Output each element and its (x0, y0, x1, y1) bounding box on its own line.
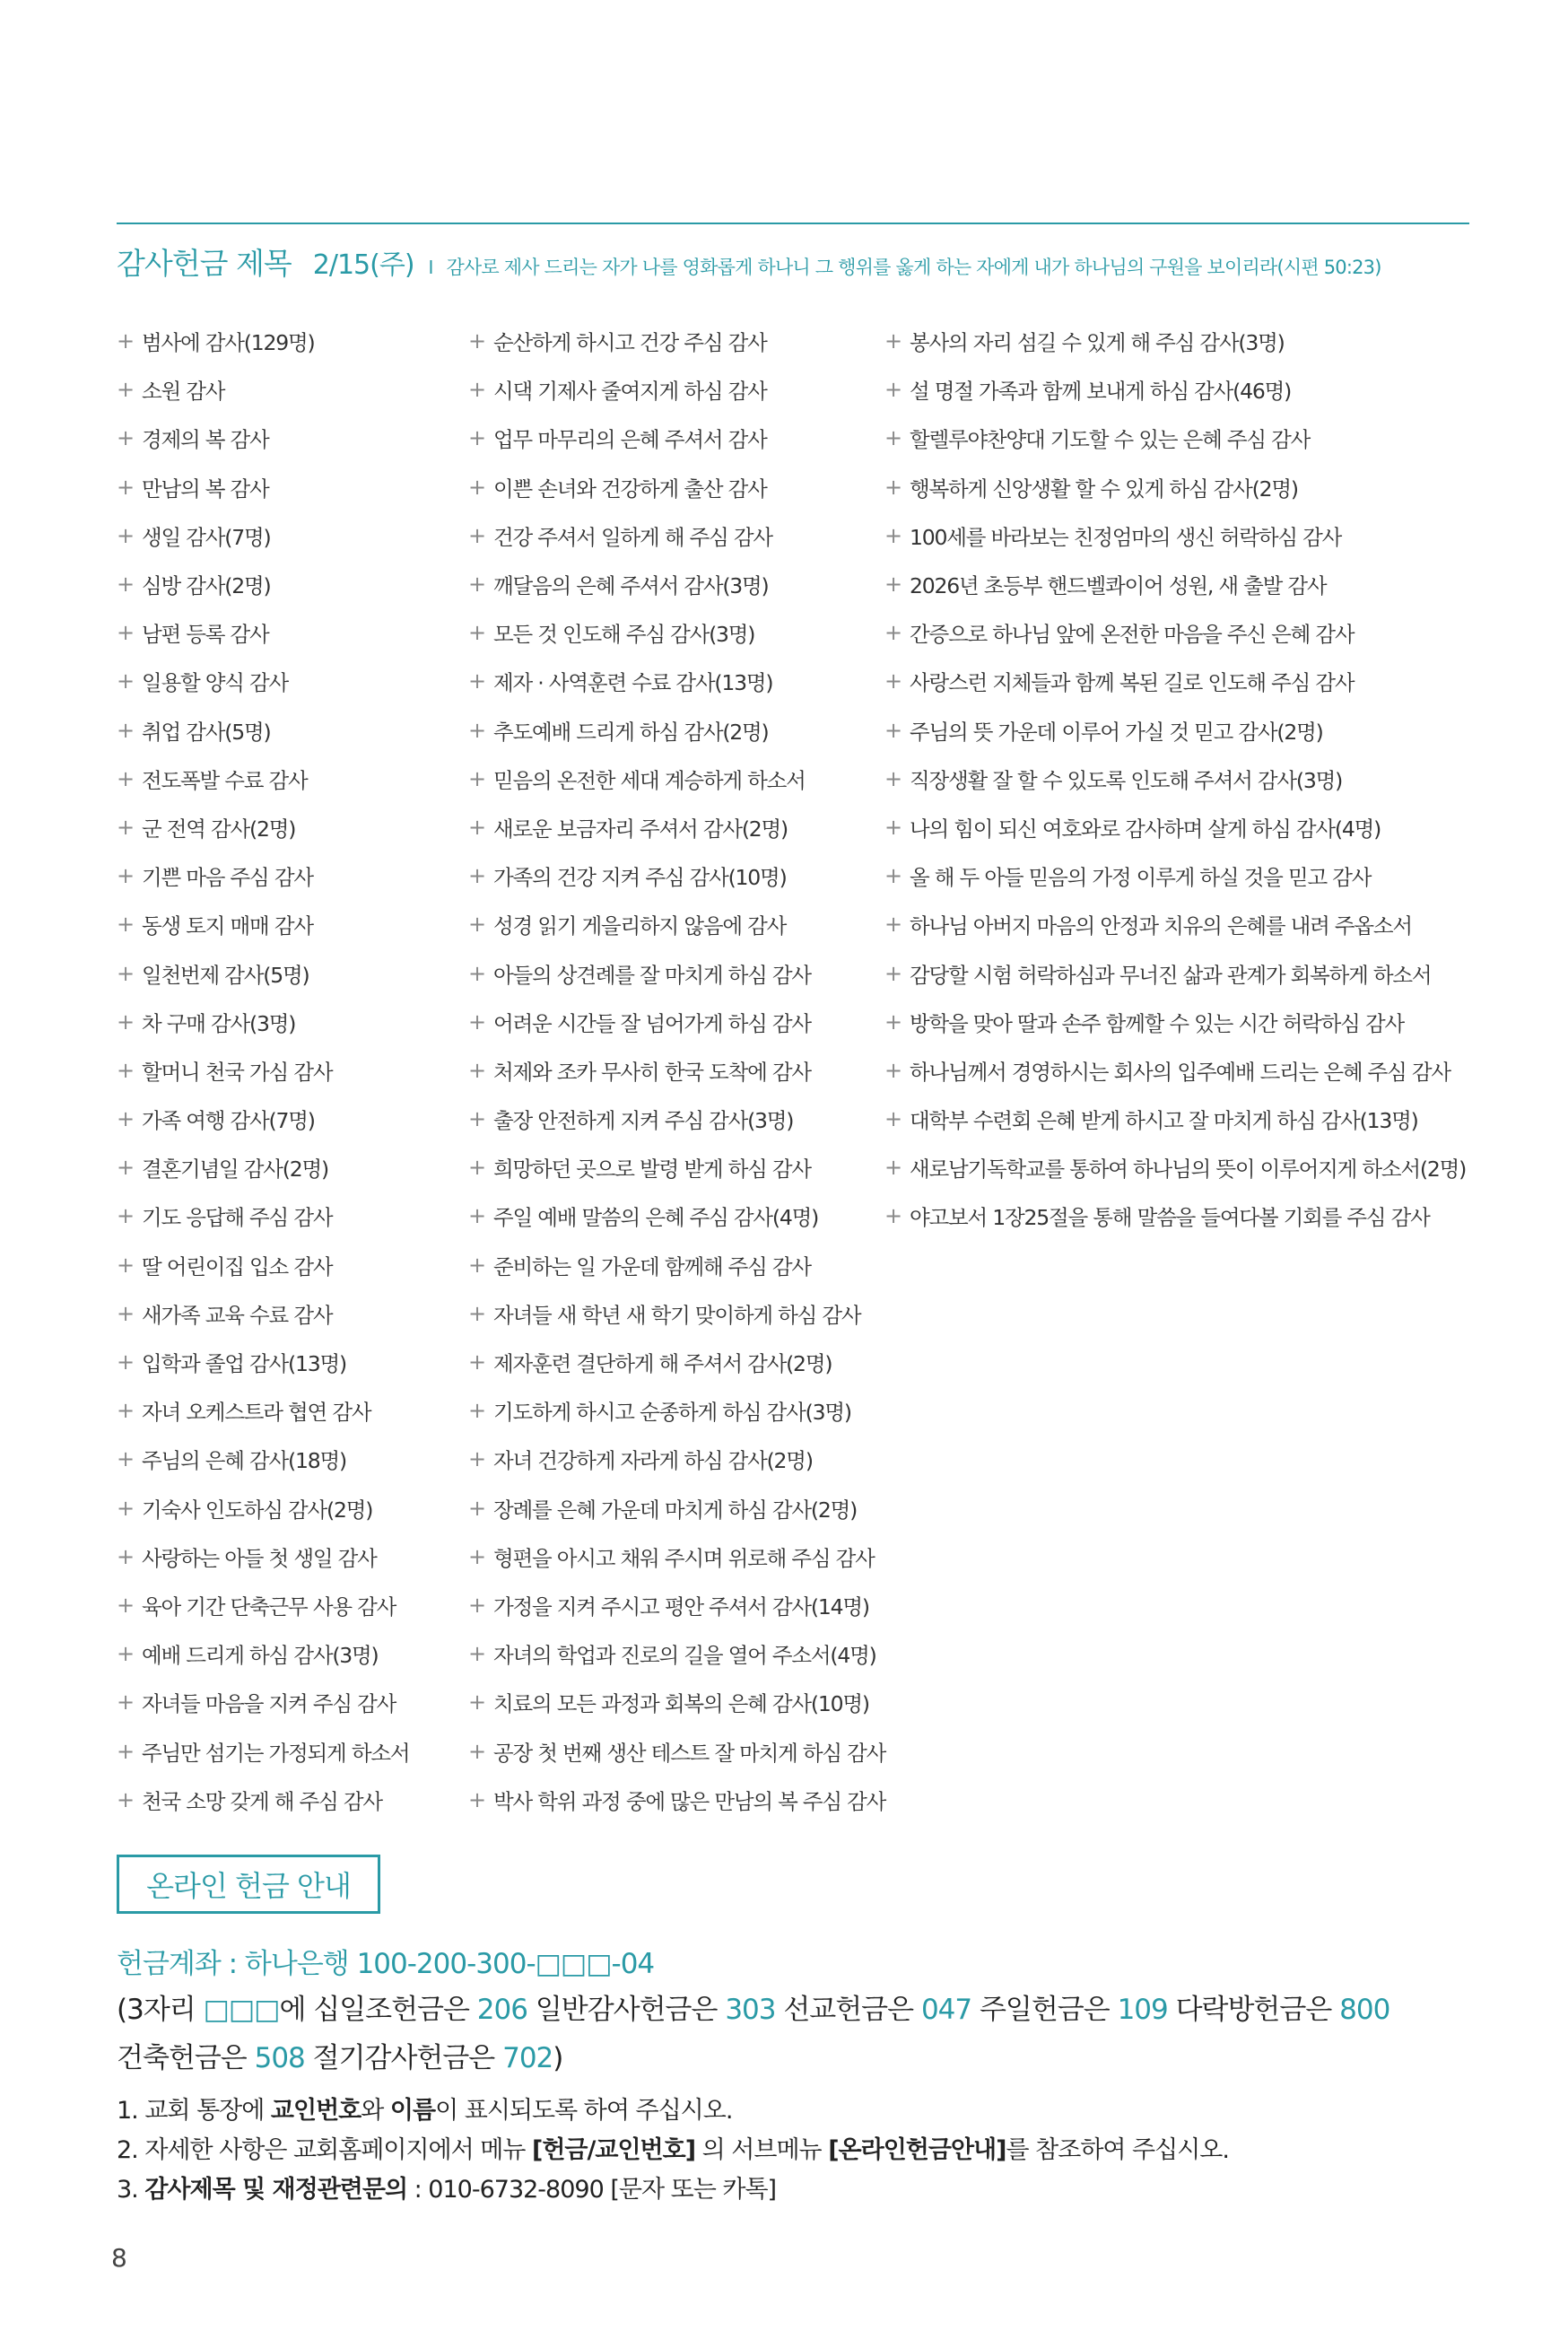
thanks-item (468, 1678, 885, 1726)
thanks-column-1 (117, 317, 409, 1824)
thanks-item (117, 1629, 409, 1678)
thanks-item (117, 657, 409, 705)
thanks-item-text: 새가족 교육 수료 감사 (142, 1302, 333, 1328)
thanks-item-text: 대학부 수련회 은혜 받게 하시고 잘 마치게 하심 감사(13명) (910, 1108, 1418, 1134)
thanks-item-text: 생일 감사(7명) (142, 524, 271, 550)
plus-icon: + (468, 572, 485, 598)
plus-icon: + (468, 1786, 485, 1812)
thanks-item-text: 차 구매 감사(3명) (142, 1010, 296, 1036)
thanks-item (117, 414, 409, 462)
thanks-item (468, 317, 885, 365)
thanks-item (117, 1338, 409, 1386)
plus-icon: + (117, 668, 134, 694)
plus-icon: + (468, 1738, 485, 1764)
thanks-item-text: 준비하는 일 가운데 함께해 주심 감사 (493, 1253, 811, 1279)
thanks-item-text: 방학을 맞아 딸과 손주 함께할 수 있는 시간 허락하심 감사 (910, 1010, 1404, 1036)
thanks-item-text: 어려운 시간들 잘 넘어가게 하심 감사 (493, 1010, 811, 1036)
thanks-item (884, 900, 1466, 948)
thanks-item (117, 1532, 409, 1581)
thanks-item (117, 1678, 409, 1726)
thanks-item-text: 예배 드리게 하심 감사(3명) (142, 1643, 379, 1669)
offering-code-line-2 (117, 2035, 1480, 2075)
plus-icon: + (884, 620, 902, 646)
text-segment: 다락방헌금은 (1167, 1994, 1340, 2026)
thanks-item (884, 755, 1466, 803)
plus-icon: + (117, 328, 134, 354)
thanks-item-text: 모든 것 인도해 주심 감사(3명) (493, 622, 755, 648)
thanks-item-text: 아들의 상견례를 잘 마치게 하심 감사 (493, 962, 811, 988)
plus-icon: + (884, 522, 902, 548)
plus-icon: + (884, 1155, 902, 1181)
account-info: 헌금계좌 : 하나은행 100-200-300-□□□-04 (117, 1948, 655, 1980)
thanks-item (468, 706, 885, 755)
plus-icon: + (468, 1592, 485, 1618)
darakbang-code: 800 (1339, 1994, 1390, 2026)
thanks-item-text: 주님의 뜻 가운데 이루어 가실 것 믿고 감사(2명) (910, 719, 1323, 745)
plus-icon: + (117, 1592, 134, 1618)
thanks-item-text: 동생 토지 매매 감사 (142, 913, 313, 939)
thanks-item (117, 1289, 409, 1338)
sunday-code: 109 (1117, 1994, 1168, 2026)
section-header (117, 240, 1516, 283)
thanks-item-text: 자녀들 마음을 지켜 주심 감사 (142, 1691, 396, 1717)
text-segment: 1. 교회 통장에 (117, 2097, 271, 2125)
thanks-item-text: 나의 힘이 되신 여호와로 감사하며 살게 하심 감사(4명) (910, 816, 1381, 842)
placeholder-boxes: □□□ (203, 1994, 280, 2026)
section-title: 감사헌금 제목 (117, 246, 292, 281)
thanks-item (468, 560, 885, 608)
bible-verse: 감사로 제사 드리는 자가 나를 영화롭게 하나니 그 행위를 옳게 하는 자에게 내가 하나님의 구원을 보이리라(시편 50:23) (446, 257, 1381, 278)
thanks-item-text: 기도하게 하시고 순종하게 하심 감사(3명) (493, 1400, 851, 1426)
thanks-item (468, 1581, 885, 1629)
plus-icon: + (884, 1057, 902, 1083)
thanks-item-text: 깨달음의 은혜 주셔서 감사(3명) (493, 573, 769, 599)
thanks-item-text: 일용할 양식 감사 (142, 670, 289, 696)
plus-icon: + (468, 1057, 485, 1083)
thanks-item (468, 1629, 885, 1678)
thanks-item (884, 706, 1466, 755)
text-segment: : 010-6732-8090 [문자 또는 카톡] (407, 2176, 777, 2204)
thanks-item (884, 608, 1466, 657)
thanks-item (468, 1386, 885, 1435)
thanks-item (468, 1726, 885, 1775)
thanks-item (117, 463, 409, 511)
thanks-item (117, 803, 409, 851)
plus-icon: + (468, 912, 485, 938)
thanks-item (117, 1776, 409, 1824)
thanks-item (117, 1192, 409, 1240)
plus-icon: + (117, 377, 134, 403)
thanks-item-text: 장례를 은혜 가운데 마치게 하심 감사(2명) (493, 1497, 858, 1523)
thanks-item-text: 자녀 건강하게 자라게 하심 감사(2명) (493, 1448, 813, 1474)
plus-icon: + (117, 1203, 134, 1229)
offering-code-line-1 (117, 1986, 1480, 2027)
text-segment: 의 서브메뉴 (695, 2136, 829, 2164)
plus-icon: + (117, 1738, 134, 1764)
thanks-item-text: 이쁜 손녀와 건강하게 출산 감사 (493, 476, 767, 502)
plus-icon: + (468, 1446, 485, 1472)
thanks-item-text: 전도폭발 수료 감사 (142, 767, 308, 793)
thanks-column-2 (468, 317, 885, 1824)
plus-icon: + (884, 377, 902, 403)
thanks-item (884, 1192, 1466, 1240)
thanks-item-text: 봉사의 자리 섬길 수 있게 해 주심 감사(3명) (910, 330, 1285, 356)
thanks-item (468, 1484, 885, 1532)
thanks-item-text: 제자훈련 결단하게 해 주셔서 감사(2명) (493, 1351, 832, 1377)
emphasis-text: 교인번호 (270, 2097, 362, 2125)
plus-icon: + (117, 1252, 134, 1278)
thanks-item (468, 1776, 885, 1824)
thanks-item (117, 511, 409, 560)
thanks-item (468, 755, 885, 803)
seasonal-code: 702 (502, 2042, 553, 2074)
plus-icon: + (468, 668, 485, 694)
thanks-item (117, 365, 409, 414)
text-segment: 2. 자세한 사항은 교회홈페이지에서 메뉴 (117, 2136, 532, 2164)
thanks-item-text: 성경 읽기 게을리하지 않음에 감사 (493, 913, 787, 939)
plus-icon: + (468, 1398, 485, 1424)
thanks-item-text: 주일 예배 말씀의 은혜 주심 감사(4명) (493, 1205, 819, 1231)
thanks-item-text: 자녀 오케스트라 협연 감사 (142, 1400, 371, 1426)
thanks-item (117, 998, 409, 1046)
plus-icon: + (117, 1689, 134, 1716)
plus-icon: + (117, 1008, 134, 1035)
thanks-item (468, 998, 885, 1046)
thanks-item-text: 딸 어린이집 입소 감사 (142, 1253, 333, 1279)
plus-icon: + (117, 1641, 134, 1667)
plus-icon: + (468, 620, 485, 646)
thanks-item (468, 1046, 885, 1095)
thanks-item (884, 998, 1466, 1046)
thanks-item-text: 직장생활 잘 할 수 있도록 인도해 주셔서 감사(3명) (910, 767, 1343, 793)
thanks-item-text: 가족의 건강 지켜 주심 감사(10명) (493, 865, 787, 891)
thanks-item-text: 감당할 시험 허락하심과 무너진 삶과 관계가 회복하게 하소서 (910, 962, 1432, 988)
thanks-item-text: 형편을 아시고 채워 주시며 위로해 주심 감사 (493, 1545, 875, 1571)
thanks-item-text: 취업 감사(5명) (142, 719, 271, 745)
thanks-item (468, 365, 885, 414)
thanks-item-text: 출장 안전하게 지켜 주심 감사(3명) (493, 1108, 794, 1134)
emphasis-text: [온라인헌금안내] (828, 2136, 1006, 2164)
thanks-item-text: 경제의 복 감사 (142, 427, 269, 453)
plus-icon: + (884, 912, 902, 938)
plus-icon: + (468, 717, 485, 743)
thanks-item (117, 1435, 409, 1483)
online-offering-title: 온라인 헌금 안내 (146, 1869, 351, 1903)
plus-icon: + (884, 425, 902, 451)
thanks-item (117, 608, 409, 657)
online-offering-title-box (117, 1855, 380, 1914)
plus-icon: + (468, 814, 485, 840)
mission-code: 047 (920, 1994, 972, 2026)
thanks-item (468, 1241, 885, 1289)
text-segment: 를 참조하여 주십시오. (1006, 2136, 1229, 2164)
thanks-item (117, 1143, 409, 1192)
plus-icon: + (468, 425, 485, 451)
plus-icon: + (468, 474, 485, 500)
thanks-item-text: 심방 감사(2명) (142, 573, 271, 599)
plus-icon: + (468, 328, 485, 354)
text-segment: (3자리 (117, 1994, 204, 2026)
thanks-item (884, 1046, 1466, 1095)
plus-icon: + (468, 765, 485, 791)
thanks-item (468, 900, 885, 948)
thanks-item (468, 1435, 885, 1483)
thanks-item (468, 948, 885, 997)
thanks-item-text: 일천번제 감사(5명) (142, 962, 309, 988)
thanks-item-text: 2026년 초등부 핸드벨콰이어 성원, 새 출발 감사 (910, 573, 1327, 599)
note-item (117, 2130, 1229, 2169)
plus-icon: + (117, 1300, 134, 1326)
note-item (117, 2091, 1229, 2130)
thanks-item-text: 하나님께서 경영하시는 회사의 입주예배 드리는 은혜 주심 감사 (910, 1059, 1450, 1085)
thanks-item-text: 할렐루야찬양대 기도할 수 있는 은혜 주심 감사 (910, 427, 1311, 453)
top-divider (117, 223, 1469, 224)
emphasis-text: [헌금/교인번호] (532, 2136, 696, 2164)
thanks-item (468, 608, 885, 657)
thanks-item-text: 공장 첫 번째 생산 테스트 잘 마치게 하심 감사 (493, 1740, 886, 1766)
thanks-item (468, 851, 885, 900)
plus-icon: + (117, 1786, 134, 1812)
thanks-item (468, 414, 885, 462)
thanks-item-text: 건강 주셔서 일하게 해 주심 감사 (493, 524, 772, 550)
thanks-item-text: 박사 학위 과정 중에 많은 만남의 복 주심 감사 (493, 1788, 886, 1814)
thanks-item-text: 사랑스런 지체들과 함께 복된 길로 인도해 주심 감사 (910, 670, 1355, 696)
plus-icon: + (468, 1495, 485, 1521)
thanks-item-text: 만남의 복 감사 (142, 476, 269, 502)
thanks-item (468, 1532, 885, 1581)
plus-icon: + (468, 1300, 485, 1326)
plus-icon: + (468, 522, 485, 548)
plus-icon: + (468, 1252, 485, 1278)
thanks-item-text: 기도 응답해 주심 감사 (142, 1205, 333, 1231)
thanks-item-text: 100세를 바라보는 친정엄마의 생신 허락하심 감사 (910, 524, 1342, 550)
note-item (117, 2169, 1229, 2209)
text-segment: 에 십일조헌금은 (279, 1994, 477, 2026)
plus-icon: + (468, 1203, 485, 1229)
thanks-item-text: 사랑하는 아들 첫 생일 감사 (142, 1545, 377, 1571)
plus-icon: + (117, 912, 134, 938)
plus-icon: + (884, 717, 902, 743)
thanks-item-text: 기쁜 마음 주심 감사 (142, 865, 313, 891)
thanks-item-text: 간증으로 하나님 앞에 온전한 마음을 주신 은혜 감사 (910, 622, 1355, 648)
thanks-item (884, 463, 1466, 511)
thanks-item (468, 1095, 885, 1143)
thanks-item (117, 1386, 409, 1435)
plus-icon: + (884, 668, 902, 694)
plus-icon: + (468, 1008, 485, 1035)
plus-icon: + (117, 765, 134, 791)
thanks-item (884, 317, 1466, 365)
plus-icon: + (117, 814, 134, 840)
plus-icon: + (117, 1349, 134, 1375)
plus-icon: + (468, 960, 485, 986)
thanks-item (117, 948, 409, 997)
thanks-item-text: 할머니 천국 가심 감사 (142, 1059, 333, 1085)
thanks-item (468, 1338, 885, 1386)
thanks-item-text: 가정을 지켜 주시고 평안 주셔서 감사(14명) (493, 1593, 869, 1619)
plus-icon: + (117, 960, 134, 986)
plus-icon: + (468, 863, 485, 889)
thanks-item-text: 새로남기독학교를 통하여 하나님의 뜻이 이루어지게 하소서(2명) (910, 1157, 1467, 1183)
thanks-item (884, 414, 1466, 462)
plus-icon: + (884, 1203, 902, 1229)
building-code: 508 (254, 2042, 305, 2074)
text-segment: ) (553, 2042, 563, 2074)
plus-icon: + (117, 717, 134, 743)
plus-icon: + (117, 620, 134, 646)
thanks-item (468, 1192, 885, 1240)
thanks-item-text: 기숙사 인도하심 감사(2명) (142, 1497, 373, 1523)
thanks-item (468, 463, 885, 511)
thanks-item (884, 657, 1466, 705)
plus-icon: + (117, 1398, 134, 1424)
thanks-item (117, 1241, 409, 1289)
plus-icon: + (884, 328, 902, 354)
emphasis-text: 감사제목 및 재정관련문의 (144, 2176, 408, 2204)
thanks-item (884, 560, 1466, 608)
tithe-code: 206 (476, 1994, 527, 2026)
thanks-item-text: 육아 기간 단축근무 사용 감사 (142, 1593, 396, 1619)
thanks-item-text: 결혼기념일 감사(2명) (142, 1157, 328, 1183)
plus-icon: + (117, 1446, 134, 1472)
thanks-item-text: 주님만 섬기는 가정되게 하소서 (142, 1740, 410, 1766)
plus-icon: + (468, 1543, 485, 1569)
text-segment: 절기감사헌금은 (304, 2042, 503, 2074)
plus-icon: + (468, 377, 485, 403)
text-segment: 3. (117, 2176, 145, 2204)
thanks-item-text: 자녀의 학업과 진로의 길을 열어 주소서(4명) (493, 1643, 876, 1669)
thanks-item (884, 1095, 1466, 1143)
page-number: 8 (111, 2243, 127, 2273)
thanks-item (468, 657, 885, 705)
thanks-item-text: 하나님 아버지 마음의 안정과 치유의 은혜를 내려 주옵소서 (910, 913, 1412, 939)
thanks-item-text: 올 해 두 아들 믿음의 가정 이루게 하실 것을 믿고 감사 (910, 865, 1372, 891)
text-segment: 일반감사헌금은 (527, 1994, 726, 2026)
plus-icon: + (117, 522, 134, 548)
thanks-item-text: 가족 여행 감사(7명) (142, 1108, 315, 1134)
thanks-item (468, 511, 885, 560)
thanks-item (884, 851, 1466, 900)
thanks-column-3 (884, 317, 1466, 1241)
thanks-item-text: 제자 · 사역훈련 수료 감사(13명) (493, 670, 773, 696)
thanks-item (117, 900, 409, 948)
thanks-item (884, 803, 1466, 851)
thanks-item-text: 주님의 은혜 감사(18명) (142, 1448, 346, 1474)
thanks-item-text: 처제와 조카 무사히 한국 도착에 감사 (493, 1059, 811, 1085)
thanks-item (117, 560, 409, 608)
thanks-item-text: 새로운 보금자리 주셔서 감사(2명) (493, 816, 788, 842)
text-segment: 주일헌금은 (971, 1994, 1118, 2026)
thanks-item-text: 믿음의 온전한 세대 계승하게 하소서 (493, 767, 806, 793)
thanks-item-text: 입학과 졸업 감사(13명) (142, 1351, 346, 1377)
thanks-item (884, 365, 1466, 414)
plus-icon: + (468, 1106, 485, 1132)
notes-list (117, 2091, 1229, 2209)
plus-icon: + (117, 1106, 134, 1132)
plus-icon: + (884, 765, 902, 791)
thanks-item-text: 업무 마무리의 은혜 주셔서 감사 (493, 427, 767, 453)
thanks-code: 303 (725, 1994, 776, 2026)
thanks-item (117, 706, 409, 755)
text-segment: 건축헌금은 (117, 2042, 255, 2074)
thanks-item-text: 시댁 기제사 줄여지게 하심 감사 (493, 379, 767, 405)
plus-icon: + (117, 572, 134, 598)
plus-icon: + (117, 863, 134, 889)
thanks-item-text: 소원 감사 (142, 379, 225, 405)
thanks-item-text: 야고보서 1장25절을 통해 말씀을 들여다볼 기회를 주심 감사 (910, 1205, 1430, 1231)
plus-icon: + (117, 1495, 134, 1521)
text-segment: 와 (361, 2097, 390, 2125)
plus-icon: + (117, 1155, 134, 1181)
thanks-item (468, 803, 885, 851)
thanks-item (117, 317, 409, 365)
plus-icon: + (884, 960, 902, 986)
plus-icon: + (117, 1057, 134, 1083)
thanks-item-text: 추도예배 드리게 하심 감사(2명) (493, 719, 769, 745)
thanks-item-text: 순산하게 하시고 건강 주심 감사 (493, 330, 767, 356)
thanks-item (117, 1046, 409, 1095)
thanks-item-text: 천국 소망 갖게 해 주심 감사 (142, 1788, 382, 1814)
text-segment: 이 표시되도록 하여 주십시오. (435, 2097, 733, 2125)
thanks-item (117, 1581, 409, 1629)
thanks-item-text: 희망하던 곳으로 발령 받게 하심 감사 (493, 1157, 811, 1183)
plus-icon: + (117, 425, 134, 451)
plus-icon: + (884, 1008, 902, 1035)
thanks-item (468, 1143, 885, 1192)
plus-icon: + (884, 474, 902, 500)
thanks-item-text: 범사에 감사(129명) (142, 330, 315, 356)
plus-icon: + (117, 474, 134, 500)
plus-icon: + (117, 1543, 134, 1569)
thanks-item (117, 1095, 409, 1143)
thanks-item (117, 1726, 409, 1775)
section-date: 2/15(주) (312, 249, 414, 281)
thanks-item (117, 755, 409, 803)
header-separator: I (428, 257, 434, 278)
thanks-item (117, 851, 409, 900)
plus-icon: + (468, 1689, 485, 1716)
thanks-item (117, 1484, 409, 1532)
plus-icon: + (884, 572, 902, 598)
emphasis-text: 이름 (389, 2097, 436, 2125)
thanks-item-text: 치료의 모든 과정과 회복의 은혜 감사(10명) (493, 1691, 869, 1717)
thanks-item-text: 자녀들 새 학년 새 학기 맞이하게 하심 감사 (493, 1302, 861, 1328)
thanks-item (468, 1289, 885, 1338)
thanks-item-text: 남편 등록 감사 (142, 622, 269, 648)
thanks-item-text: 행복하게 신앙생활 할 수 있게 하심 감사(2명) (910, 476, 1298, 502)
plus-icon: + (468, 1641, 485, 1667)
text-segment: 선교헌금은 (775, 1994, 921, 2026)
thanks-item (884, 948, 1466, 997)
plus-icon: + (884, 1106, 902, 1132)
thanks-item-text: 설 명절 가족과 함께 보내게 하심 감사(46명) (910, 379, 1292, 405)
thanks-item (884, 511, 1466, 560)
plus-icon: + (884, 863, 902, 889)
thanks-item-text: 군 전역 감사(2명) (142, 816, 296, 842)
plus-icon: + (468, 1349, 485, 1375)
plus-icon: + (884, 814, 902, 840)
thanks-item (884, 1143, 1466, 1192)
plus-icon: + (468, 1155, 485, 1181)
